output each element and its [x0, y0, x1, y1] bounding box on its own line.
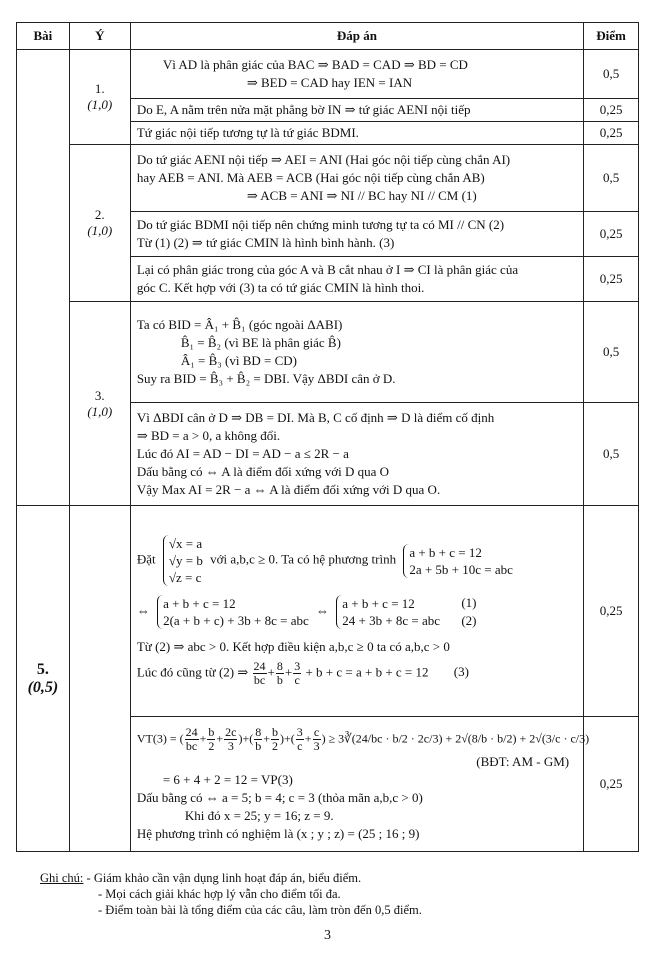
score-cell: 0,5 [584, 403, 639, 506]
header-y: Ý [69, 23, 130, 50]
table-header-row [17, 23, 639, 50]
score-cell: 0,5 [584, 50, 639, 99]
part-3-label: 3. (1,0) [69, 302, 130, 506]
table-row [17, 50, 639, 99]
answer-key-sheet [16, 22, 639, 852]
answer-cell: Tứ giác nội tiếp tương tự là tứ giác BDMI. [130, 122, 583, 145]
score-cell: 0,25 [584, 99, 639, 122]
page-number: 3 [324, 928, 331, 943]
score-cell: 0,25 [584, 257, 639, 302]
score-cell: 0,5 [584, 145, 639, 212]
substitution-line: Đặt √x = a √y = b √z = c với a,b,c ≥ 0. Ta có hệ phương trình a + b + c = 12 2a + 5b + 10c = abc [136, 536, 513, 585]
part-5-label: 5. (0,5) [17, 506, 70, 852]
part-5-y-cell [69, 506, 130, 852]
inequality-line: VT(3) = ( $\frac{24}{bc}$ + $\frac{b}{2}$ + $\frac{2c}{3}$ )+( $\frac{8}{b}$ + $\frac{b}{2}$ )+( $\frac{3}{c}$ + $\frac{c}{3}$ ) ≥ 3∛(24/bc · b/2 · 2c/3) + 2√(8/b · b/2) + 2√(3/c · c/3) [136, 724, 590, 753]
equation-system-1: a + b + c = 12 2a + 5b + 10c = abc [403, 544, 513, 578]
answer-cell: Do E, A nằm trên nửa mặt phẳng bờ IN ⇒ tứ giác AENI nội tiếp [130, 99, 583, 122]
bai-4-cell [17, 50, 70, 506]
table-row [17, 506, 639, 717]
equivalent-systems-line: ⇔ a + b + c = 12 2(a + b + c) + 3b + 8c = abc ⇔ a + b + c = 12 24 + 3b + 8c = abc (1) (2) [136, 595, 477, 628]
answer-cell: Do tứ giác AENI nội tiếp ⇒ AEI = ANI (Hai góc nội tiếp cùng chắn AI) hay AEB = ANI. Mà AEB = ACB (Hai góc nội tiếp cùng chắn AB) ⇒ ACB = ANI ⇒ NI // BC hay NI // CM (1) [130, 145, 583, 212]
header-dap-an: Đáp án [130, 23, 583, 50]
score-cell: 0,5 [584, 302, 639, 403]
equation-system-3: a + b + c = 12 24 + 3b + 8c = abc [336, 595, 440, 629]
answer-cell: Đặt √x = a √y = b √z = c với a,b,c ≥ 0. Ta có hệ phương trình a + b + c = 12 2a + 5b + 10c = abc ⇔ a + b + c = 12 2(a + b + c) + 3b + 8c = abc ⇔ a + b + c = 12 24 + 3b + 8c = abc (1) (2) Từ (2) ⇒ abc > 0. Kết hợp điều kiện a,b,c ≥ 0 ta có a,b,c > 0 Lúc đó cũng từ (2) ⇒ $\frac{24}{bc}$ + $\frac{8}{b}$ + $\frac{3}{c}$ + b + c = a + b + c = 12 (3) [130, 506, 583, 717]
table-row [17, 145, 639, 212]
score-cell: 0,25 [584, 212, 639, 257]
answer-cell: Vì ΔBDI cân ở D ⇒ DB = DI. Mà B, C cố định ⇒ D là điểm cố định ⇒ BD = a > 0, a không đổi. Lúc đó AI = AD − DI = AD − a ≤ 2R − a Dấu bằng có ⇔ A là điểm đối xứng với D qua O Vậy Max AI = 2R − a ⇔ A là điểm đối xứng với D qua O. [130, 403, 583, 506]
answer-cell: Lại có phân giác trong của góc A và B cắt nhau ở I ⇒ CI là phân giác của góc C. Kết hợp với (3) ta có tứ giác CMIN là hình thoi. [130, 257, 583, 302]
answer-table [16, 22, 639, 852]
table-row [17, 302, 639, 403]
substitution-system: √x = a √y = b √z = c [163, 535, 203, 586]
notes-section: Ghi chú: - Giám khảo cần vận dụng linh hoạt đáp án, biểu điểm. - Mọi cách giải khác hợp lý vẫn cho điểm tối đa. - Điểm toàn bài là tổng điểm của các câu, làm tròn đến 0,5 điểm. [40, 871, 422, 917]
equation-system-2: a + b + c = 12 2(a + b + c) + 3b + 8c = abc [157, 595, 309, 629]
notes-label: Ghi chú: [40, 871, 84, 885]
answer-cell: VT(3) = ( $\frac{24}{bc}$ + $\frac{b}{2}$ + $\frac{2c}{3}$ )+( $\frac{8}{b}$ + $\frac{b}{2}$ )+( $\frac{3}{c}$ + $\frac{c}{3}$ ) ≥ 3∛(24/bc · b/2 · 2c/3) + 2√(8/b · b/2) + 2√(3/c · c/3) (BĐT: AM - GM) = 6 + 4 + 2 = 12 = VP(3) Dấu bằng có ⇔ a = 5; b = 4; c = 3 (thỏa mãn a,b,c > 0) Khi đó x = 25; y = 16; z = 9. Hệ phương trình có nghiệm là (x ; y ; z) = (25 ; 16 ; 9) [130, 717, 583, 852]
score-cell: 0,25 [584, 122, 639, 145]
part-2-label: 2. (1,0) [69, 145, 130, 302]
answer-cell: Ta có BID = Â₁ + B̂₁ (góc ngoài ΔABI) B̂₁ = B̂₂ (vì BE là phân giác B̂) Â₁ = B̂₃ (vì BD = CD) Suy ra BID = B̂₃ + B̂₂ = DBI. Vậy ΔBDI cân ở D. [130, 302, 583, 403]
answer-cell: Vì AD là phân giác của BAC ⇒ BAD = CAD ⇒ BD = CD ⇒ BED = CAD hay IEN = IAN [130, 50, 583, 99]
header-diem: Điểm [584, 23, 639, 50]
part-1-label: 1. (1,0) [69, 50, 130, 145]
score-cell: 0,25 [584, 717, 639, 852]
score-cell: 0,25 [584, 506, 639, 717]
equation-3-line: Lúc đó cũng từ (2) ⇒ $\frac{24}{bc}$ + $\frac{8}{b}$ + $\frac{3}{c}$ + b + c = a + b + c = 12 (3) [136, 659, 469, 687]
header-bai: Bài [17, 23, 70, 50]
answer-cell: Do tứ giác BDMI nội tiếp nên chứng minh tương tự ta có MI // CN (2) Từ (1) (2) ⇒ tứ giác CMIN là hình bình hành. (3) [130, 212, 583, 257]
